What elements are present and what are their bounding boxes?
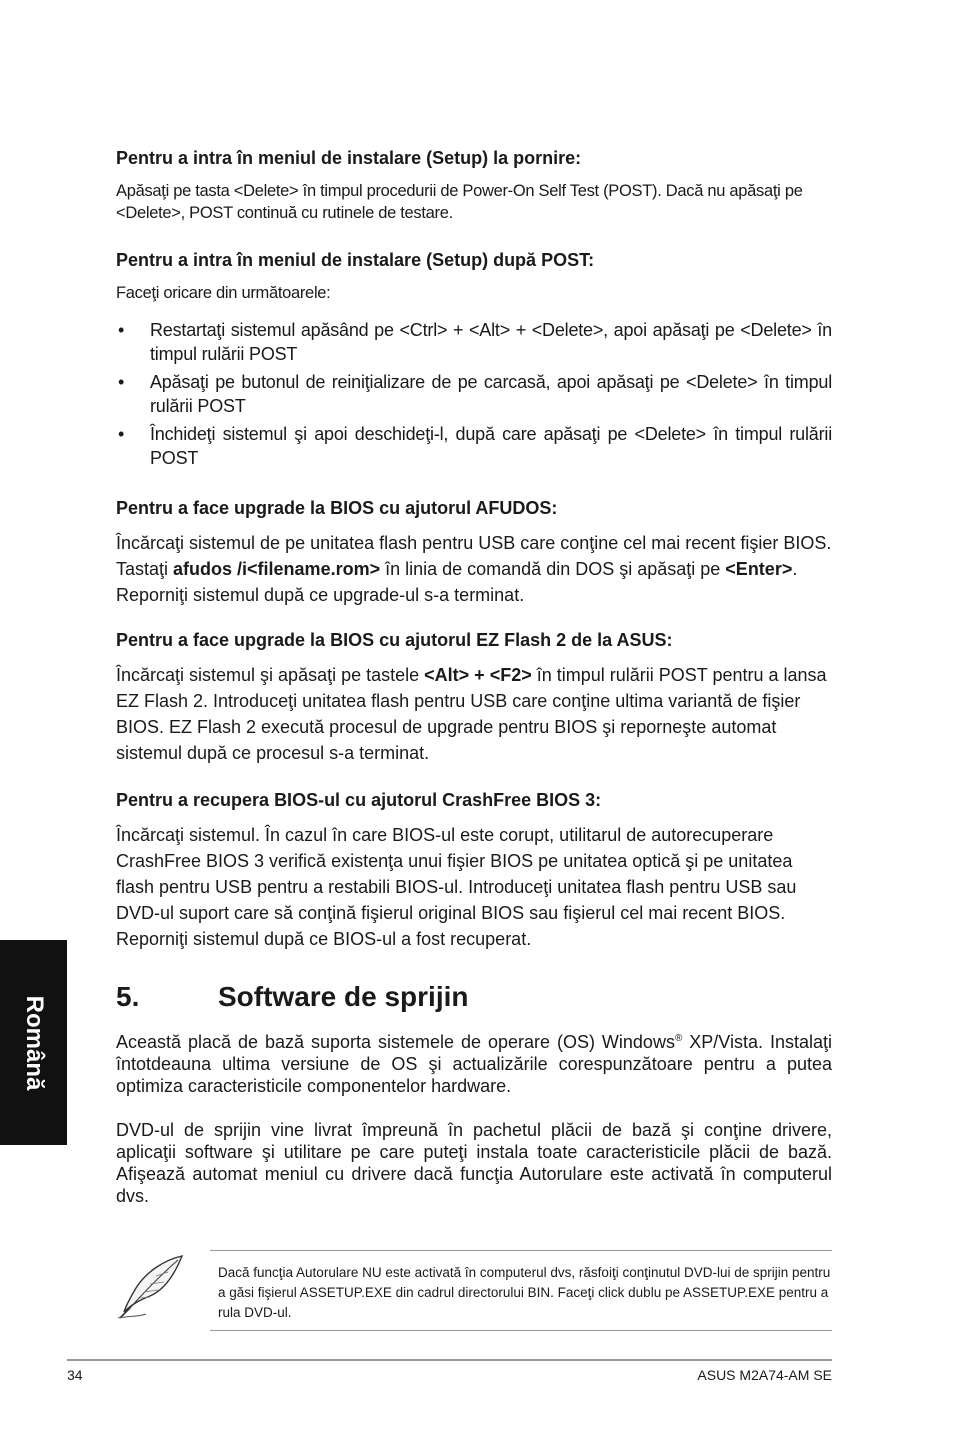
section-text: Încărcaţi sistemul şi apăsaţi pe tastele <Alt> + <F2> în timpul rulării POST pentru a lansa EZ Flash 2. Introduceţi unitatea flash pentru USB care conţine ultima variantă de fişier BIOS. EZ Flash 2 execută procesul de upgrade pentru BIOS şi reporneşte automat sistemul după ce procesul s-a terminat. — [116, 665, 827, 763]
product-name: ASUS M2A74-AM SE — [697, 1367, 832, 1383]
note-text: Dacă funcţia Autorulare NU este activată în computerul dvs, răsfoiţi conţinutul DVD-lui de sprijin pentru a găsi fişierul ASSETUP.EXE din cadrul directorului BIN. Faceţi click dublu pe ASSETUP.EXE pentru a rula DVD-ul. — [218, 1265, 831, 1320]
key-text: <Enter> — [725, 559, 793, 579]
section-afudos — [116, 496, 832, 608]
page-number: 34 — [67, 1367, 83, 1383]
section-heading: Pentru a face upgrade la BIOS cu ajutorul AFUDOS: — [116, 498, 558, 518]
bullet-dot: • — [118, 320, 125, 340]
section-text: Încărcaţi sistemul. În cazul în care BIOS-ul este corupt, utilitarul de autorecuperare CrashFree BIOS 3 verifică existenţa unui fişier BIOS pe unitatea optică şi pe unitatea flash pentru USB pentru a restabili BIOS-ul. Introduceţi unitatea flash pentru USB sau DVD-ul suport care să conţină fişierul original BIOS sau fişierul cel mai recent BIOS. Reporniţi sistemul după ce BIOS-ul a fost recuperat. — [116, 825, 797, 949]
chapter-title — [116, 980, 832, 1014]
key-text: <Alt> + <F2> — [424, 665, 532, 685]
list-item: • Restartaţi sistemul apăsând pe <Ctrl> + <Alt> + <Delete>, apoi apăsaţi pe <Delete> în timpul rulării POST — [118, 320, 832, 364]
section-intro: Faceţi oricare din următoarele: — [116, 284, 331, 302]
section-setup-at-boot — [116, 146, 832, 224]
list-item: • Apăsaţi pe butonul de reiniţializare de pe carcasă, apoi apăsaţi pe <Delete> în timpul rulării POST — [118, 372, 832, 416]
language-label: Română — [20, 995, 48, 1090]
quill-pen-icon — [116, 1254, 186, 1320]
note-divider — [210, 1330, 832, 1331]
list-item: • Închideţi sistemul şi apoi deschideţi-l, după care apăsaţi pe <Delete> în timpul rulării POST — [118, 424, 832, 468]
section-crashfree — [116, 788, 832, 952]
chapter-paragraph: Această placă de bază suporta sistemele de operare (OS) Windows® XP/Vista. Instalaţi întotdeauna ultima versiune de OS şi actualizările corespunzătoare pentru a putea optimiza caracteristicile componentelor hardware. — [116, 1032, 832, 1096]
chapter-number: 5. — [116, 981, 140, 1012]
chapter-title-text: Software de sprijin — [218, 981, 469, 1012]
command-text: afudos /i<filename.rom> — [173, 559, 381, 579]
bullet-list — [116, 318, 832, 470]
section-text: Apăsaţi pe tasta <Delete> în timpul procedurii de Power-On Self Test (POST). Dacă nu apăsaţi pe <Delete>, POST continuă cu rutinele de testare. — [116, 182, 803, 222]
chapter-paragraph: DVD-ul de sprijin vine livrat împreună în pachetul plăcii de bază şi conţine drivere, aplicaţii software şi utilitare pe care puteţi instala toate caracteristicile plăcii de bază. Afişează automat meniul cu drivere dacă funcţia Autorulare este activată în computerul dvs. — [116, 1120, 832, 1206]
page-content — [116, 146, 832, 1207]
bullet-dot: • — [118, 372, 125, 392]
note-box — [116, 1250, 832, 1330]
section-setup-after-post — [116, 248, 832, 470]
section-heading: Pentru a intra în meniul de instalare (Setup) după POST: — [116, 250, 595, 270]
section-heading: Pentru a intra în meniul de instalare (Setup) la pornire: — [116, 148, 582, 168]
registered-mark: ® — [674, 1033, 683, 1044]
section-heading: Pentru a recupera BIOS-ul cu ajutorul CrashFree BIOS 3: — [116, 790, 602, 810]
section-heading: Pentru a face upgrade la BIOS cu ajutorul EZ Flash 2 de la ASUS: — [116, 630, 673, 650]
bullet-dot: • — [118, 424, 125, 444]
section-text: Încărcaţi sistemul de pe unitatea flash pentru USB care conţine cel mai recent fişier BIOS. Tastaţi afudos /i<filename.rom> în linia de comandă din DOS şi apăsaţi pe <Enter>. Reporniţi sistemul după ce upgrade-ul s-a terminat. — [116, 533, 832, 605]
section-ezflash — [116, 628, 832, 766]
note-divider — [210, 1250, 832, 1251]
footer-divider — [67, 1359, 832, 1361]
language-side-tab — [0, 940, 67, 1145]
